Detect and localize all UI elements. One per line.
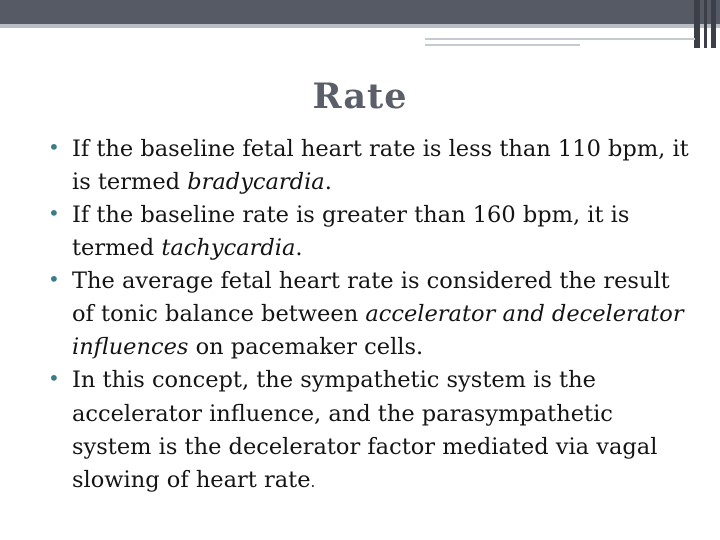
bullet-item bbox=[46, 364, 696, 496]
bullet-list bbox=[46, 133, 696, 497]
header-rule bbox=[0, 24, 720, 28]
bullet-item bbox=[46, 133, 696, 199]
corner-accent-bar bbox=[694, 0, 700, 48]
slide-title: Rate bbox=[312, 76, 408, 117]
bullet-text: on pacemaker cells. bbox=[188, 334, 424, 361]
decorative-line bbox=[425, 38, 695, 40]
bullet-emphasis: bradycardia bbox=[187, 169, 325, 196]
bullet-text: If the baseline fetal heart rate is less than 110 bpm, it is termed bbox=[72, 136, 689, 196]
bullet-text: The average fetal heart rate is considered the result of tonic balance between bbox=[72, 268, 670, 328]
bullet-item bbox=[46, 265, 696, 364]
bullet-text: In this concept, the sympathetic system is the accelerator influence, and the parasympathetic system is the decelerator factor mediated via vagal slowing of heart rate bbox=[72, 367, 658, 493]
header-band bbox=[0, 0, 720, 24]
bullet-emphasis: tachycardia bbox=[161, 235, 296, 262]
bullet-item bbox=[46, 199, 696, 265]
bullet-emphasis: accelerator and decelerator influences bbox=[72, 301, 684, 361]
bullet-text: If the baseline rate is greater than 160 bpm, it is termed bbox=[72, 202, 630, 262]
bullet-text: . bbox=[310, 472, 316, 491]
corner-accent-bar bbox=[711, 0, 716, 48]
bullet-text: . bbox=[295, 235, 303, 262]
decorative-line bbox=[425, 44, 580, 46]
corner-accent-bar bbox=[704, 0, 707, 48]
bullet-text: . bbox=[324, 169, 332, 196]
